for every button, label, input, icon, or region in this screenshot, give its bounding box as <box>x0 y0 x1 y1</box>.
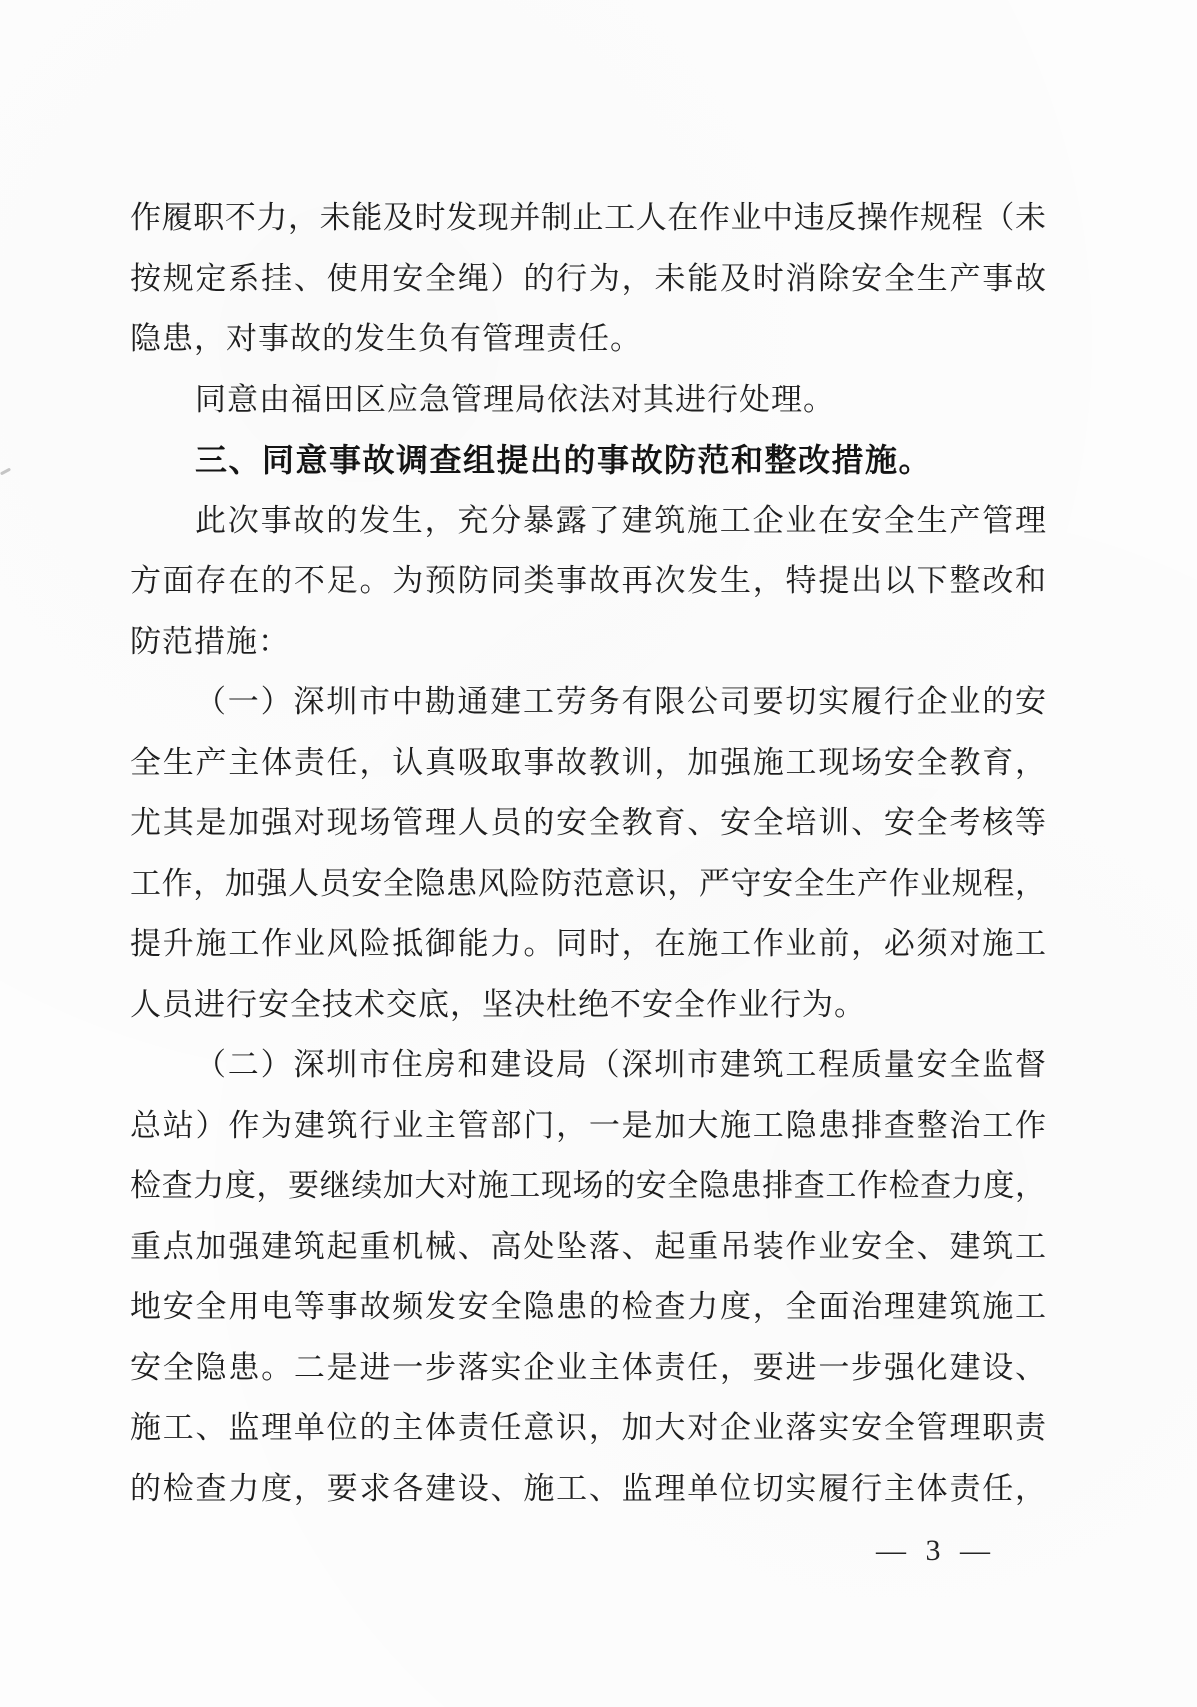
text-line-content: 的检查力度，要求各建设、施工、监理单位切实履行主体责任， <box>130 1470 1046 1506</box>
text-line <box>130 188 1046 249</box>
text-line-content: 总站）作为建筑行业主管部门，一是加大施工隐患排查整治工作 <box>130 1107 1046 1143</box>
text-line-content: 检查力度，要继续加大对施工现场的安全隐患排查工作检查力度， <box>130 1168 1046 1203</box>
text-line-content: 人员进行安全技术交底，坚决杜绝不安全作业行为。 <box>130 986 866 1022</box>
text-line <box>130 1277 1046 1338</box>
text-line-content: 工作，加强人员安全隐患风险防范意识，严守安全生产作业规程， <box>130 865 1046 901</box>
text-line <box>130 1398 1046 1459</box>
text-line <box>130 854 1046 915</box>
text-line <box>130 1217 1046 1278</box>
text-line <box>130 1338 1046 1399</box>
text-line-content: 防范措施： <box>130 623 290 659</box>
scan-artifact-mark <box>0 468 11 476</box>
text-line-content: 全生产主体责任，认真吸取事故教训，加强施工现场安全教育， <box>130 744 1046 780</box>
text-line-content: 安全隐患。二是进一步落实企业主体责任，要进一步强化建设、 <box>130 1349 1046 1385</box>
text-line <box>130 1459 1046 1520</box>
page-number: — 3 — <box>876 1534 992 1567</box>
text-line-content: 方面存在的不足。为预防同类事故再次发生，特提出以下整改和 <box>130 563 1046 598</box>
text-line <box>130 370 1046 431</box>
text-line <box>130 491 1046 552</box>
text-line <box>130 309 1046 370</box>
text-line-content: 按规定系挂、使用安全绳）的行为，未能及时消除安全生产事故 <box>130 260 1046 296</box>
text-line <box>130 249 1046 310</box>
text-line <box>130 1035 1046 1096</box>
text-line-content: 重点加强建筑起重机械、高处坠落、起重吊装作业安全、建筑工 <box>130 1228 1046 1264</box>
text-line-content: 作履职不力，未能及时发现并制止工人在作业中违反操作规程（未 <box>130 200 1046 235</box>
document-body <box>130 188 1046 1519</box>
text-line-content: 地安全用电等事故频发安全隐患的检查力度，全面治理建筑施工 <box>130 1289 1046 1324</box>
text-line <box>130 672 1046 733</box>
text-line <box>130 612 1046 673</box>
text-line <box>130 975 1046 1036</box>
text-line <box>130 1156 1046 1217</box>
text-line <box>130 914 1046 975</box>
text-line <box>130 793 1046 854</box>
text-line-content: （二）深圳市住房和建设局（深圳市建筑工程质量安全监督 <box>195 1047 1046 1082</box>
text-line-content: 隐患，对事故的发生负有管理责任。 <box>130 321 642 356</box>
text-line-content: 尤其是加强对现场管理人员的安全教育、安全培训、安全考核等 <box>130 805 1046 840</box>
text-line-content: 此次事故的发生，充分暴露了建筑施工企业在安全生产管理 <box>195 502 1046 538</box>
text-line <box>130 1096 1046 1157</box>
text-line-content: 三、同意事故调查组提出的事故防范和整改措施。 <box>195 442 933 478</box>
text-line-content: 施工、监理单位的主体责任意识，加大对企业落实安全管理职责 <box>130 1410 1046 1445</box>
text-line-content: （一）深圳市中勘通建工劳务有限公司要切实履行企业的安 <box>195 684 1046 719</box>
text-line <box>130 430 1046 491</box>
text-line-content: 提升施工作业风险抵御能力。同时，在施工作业前，必须对施工 <box>130 926 1046 961</box>
text-line <box>130 551 1046 612</box>
text-line <box>130 733 1046 794</box>
text-line-content: 同意由福田区应急管理局依法对其进行处理。 <box>195 381 835 417</box>
